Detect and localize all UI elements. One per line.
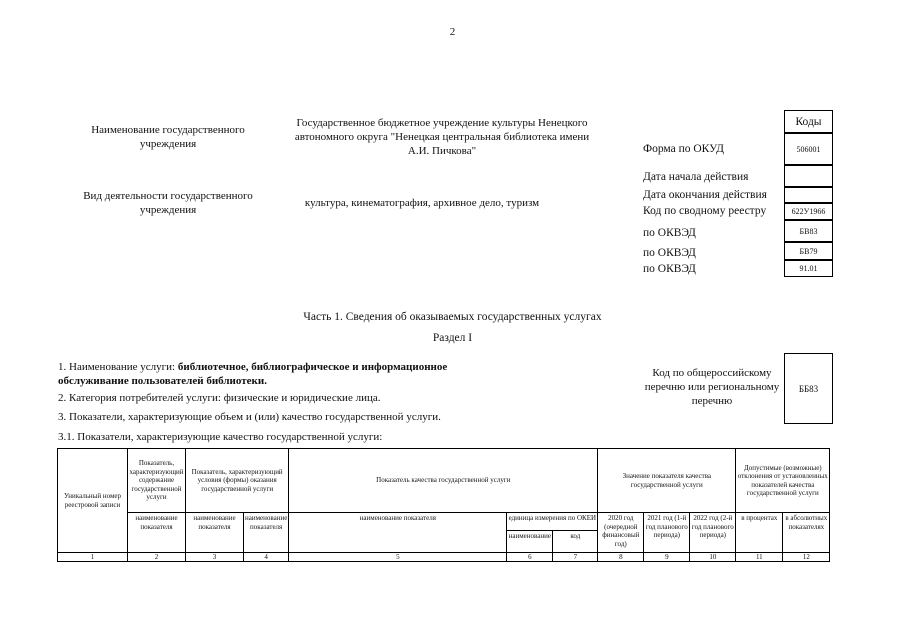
sub-year-2022: 2022 год (2-й год планового периода) (690, 513, 736, 553)
okud-label: Форма по ОКУД (643, 143, 724, 155)
institution-value: Государственное бюджетное учреждение культуры Ненецкого автономного округа "Ненецкая центральная библиотека имени А.И. Пичкова" (294, 117, 590, 157)
item-1 (58, 360, 538, 388)
col-num: 9 (644, 553, 690, 562)
header-conditions: Показатель, характеризующий условия (формы) оказания государственной услуги (186, 449, 289, 513)
okved-label-2: по ОКВЭД (643, 247, 696, 259)
end-date-code (784, 187, 833, 203)
header-quality: Показатель качества государственной услуги (289, 449, 598, 513)
registry-code: 622У1966 (784, 203, 833, 220)
col-num: 11 (736, 553, 783, 562)
item-1-prefix: 1. Наименование услуги: (58, 361, 178, 373)
institution-label: Наименование государственного учреждения (91, 124, 245, 150)
registry-code-label: Код по общероссийскому перечню или региональному перечню (644, 367, 780, 407)
section-title: Раздел I (432, 332, 473, 344)
header-value: Значение показателя качества государственной услуги (598, 449, 736, 513)
page-number: 2 (449, 26, 456, 38)
activity-value: культура, кинематография, архивное дело, туризм (304, 197, 540, 209)
col-num: 6 (507, 553, 553, 562)
sub-unit: единица измерения по ОКЕИ (507, 513, 598, 531)
part-title: Часть 1. Сведения об оказываемых государственных услугах (303, 311, 602, 323)
col-num: 7 (553, 553, 598, 562)
okud-code: 506001 (784, 133, 833, 165)
col-num: 4 (244, 553, 289, 562)
codes-header: Коды (784, 110, 833, 133)
col-num: 1 (58, 553, 128, 562)
sub-name-content: наименование показателя (128, 513, 186, 553)
sub-unit-code: код (553, 531, 598, 553)
activity-label: Вид деятельности государственного учреждения (83, 190, 253, 216)
sub-year-2021: 2021 год (1-й год планового периода) (644, 513, 690, 553)
sub-name-conditions-1: наименование показателя (186, 513, 244, 553)
sub-name-conditions-2: наименование показателя (244, 513, 289, 553)
item-2: 2. Категория потребителей услуги: физические и юридические лица. (58, 392, 381, 404)
okved-label-3: по ОКВЭД (643, 263, 696, 275)
header-content: Показатель, характеризующий содержание государственной услуги (128, 449, 186, 513)
okved-code-3: 91.01 (784, 260, 833, 277)
end-date-label: Дата окончания действия (643, 189, 767, 201)
registry-label: Код по сводному реестру (643, 205, 767, 217)
sub-percent: в процентах (736, 513, 783, 553)
okved-code-1: БВ83 (784, 220, 833, 242)
col-num: 2 (128, 553, 186, 562)
sub-quality-name: наименование показателя (289, 513, 507, 553)
col-num: 12 (783, 553, 830, 562)
sub-absolute: в абсолютных показателях (783, 513, 830, 553)
registry-code-value: ББ83 (784, 353, 833, 424)
okved-code-2: БВ79 (784, 242, 833, 260)
col-num: 5 (289, 553, 507, 562)
col-num: 3 (186, 553, 244, 562)
col-num: 10 (690, 553, 736, 562)
quality-indicators-table (57, 448, 830, 562)
col-num: 8 (598, 553, 644, 562)
item-1-service-b: обслуживание пользователей библиотеки. (58, 375, 267, 387)
item-3-1: 3.1. Показатели, характеризующие качество государственной услуги: (58, 431, 383, 443)
sub-unit-name: наименование (507, 531, 553, 553)
start-date-code (784, 165, 833, 187)
sub-year-2020: 2020 год (очередной финансовый год) (598, 513, 644, 553)
item-1-service-a: библиотечное, библиографическое и информационное (177, 361, 448, 373)
header-deviation: Допустимые (возможные) отклонения от установленных показателей качества государственной услуги (736, 449, 830, 513)
header-unique-number: Уникальный номер реестровой записи (58, 449, 128, 553)
okved-label-1: по ОКВЭД (643, 227, 696, 239)
item-3: 3. Показатели, характеризующие объем и (или) качество государственной услуги. (58, 411, 441, 423)
start-date-label: Дата начала действия (643, 171, 749, 183)
